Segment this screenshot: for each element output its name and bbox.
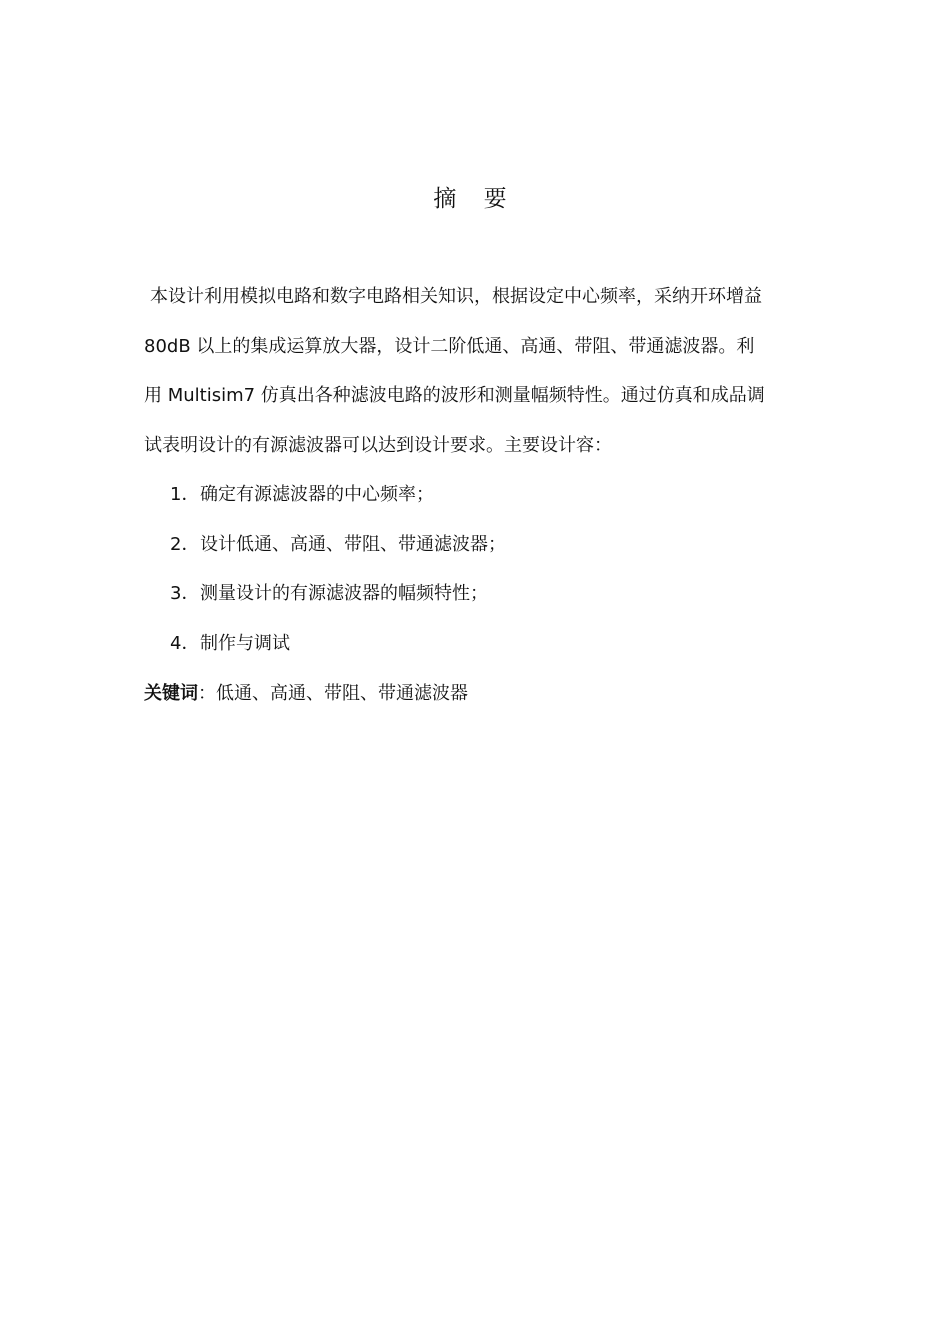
abstract-line-3: 用 Multisim7 仿真出各种滤波电路的波形和测量幅频特性。通过仿真和成品调	[144, 385, 765, 406]
keywords-separator: ：	[198, 683, 216, 704]
list-item-number: 2．	[170, 534, 200, 555]
list-item-text: 设计低通、高通、带阻、带通滤波器；	[200, 534, 506, 555]
list-item-3	[170, 582, 488, 606]
abstract-line-4: 试表明设计的有源滤波器可以达到设计要求。主要设计容：	[144, 435, 612, 456]
keywords-text: 低通、高通、带阻、带通滤波器	[216, 683, 468, 704]
list-item-text: 制作与调试	[200, 633, 290, 654]
list-item-number: 3．	[170, 583, 200, 604]
list-item-number: 1．	[170, 484, 200, 505]
list-item-4	[170, 632, 290, 656]
abstract-title: 摘 要	[433, 186, 517, 212]
list-item-2	[170, 533, 506, 557]
abstract-line-2: 80dB 以上的集成运算放大器，设计二阶低通、高通、带阻、带通滤波器。利	[144, 336, 755, 357]
list-item-number: 4．	[170, 633, 200, 654]
keywords-line	[144, 682, 468, 706]
list-item-text: 测量设计的有源滤波器的幅频特性；	[200, 583, 488, 604]
list-item-text: 确定有源滤波器的中心频率；	[200, 484, 434, 505]
list-item-1	[170, 483, 434, 507]
keywords-label: 关键词	[144, 683, 198, 704]
abstract-line-1: 本设计利用模拟电路和数字电路相关知识，根据设定中心频率，采纳开环增益	[150, 286, 762, 307]
